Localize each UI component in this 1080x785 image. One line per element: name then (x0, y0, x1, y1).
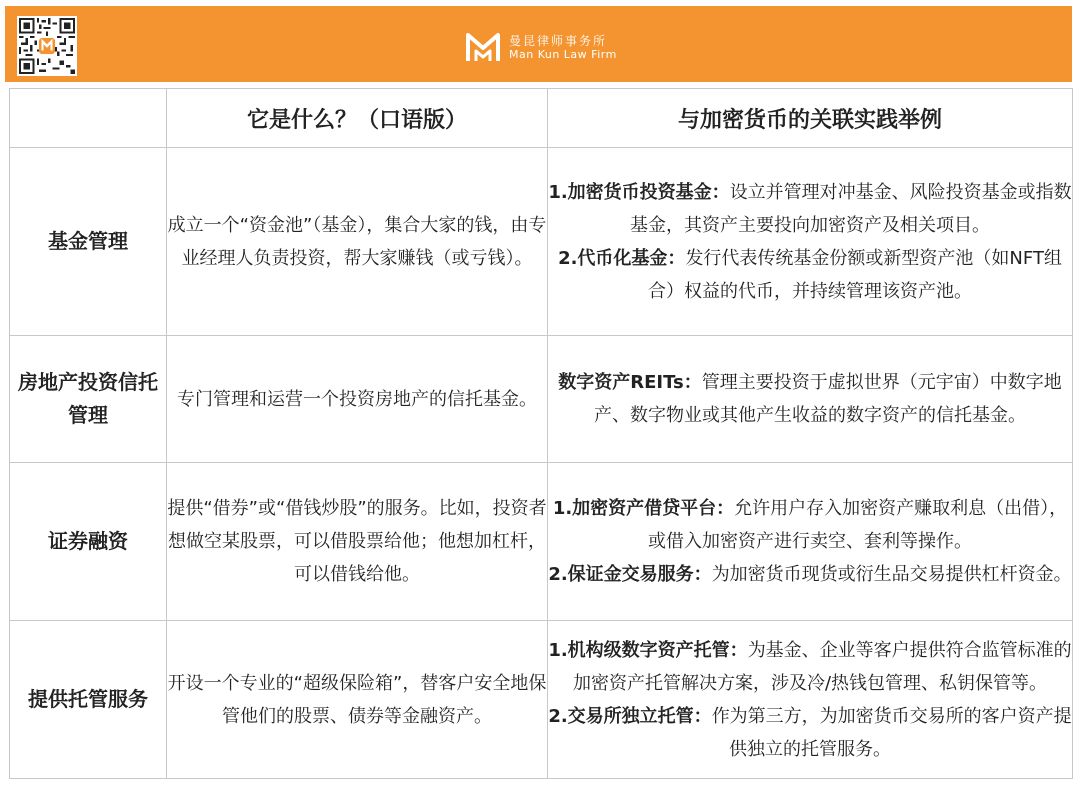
example-text: 为基金、企业等客户提供符合监管标准的加密资产托管解决方案，涉及冷/热钱包管理、私钥保管等。 (572, 639, 1072, 694)
example-item (548, 700, 1072, 766)
example-text: 允许用户存入加密资产赚取利息（出借），或借入加密资产进行卖空、套利等操作。 (648, 498, 1068, 552)
example-item (548, 366, 1072, 432)
example-title: 1.加密货币投资基金： (548, 181, 730, 203)
row-name: 证券融资 (10, 463, 167, 621)
mankun-logo-icon (465, 31, 501, 65)
header-cell-empty (10, 89, 167, 148)
row-description: 开设一个专业的“超级保险箱”，替客户安全地保管他们的股票、债券等金融资产。 (167, 621, 548, 779)
example-text: 设立并管理对冲基金、风险投资基金或指数基金，其资产主要投向加密资产及相关项目。 (630, 181, 1072, 236)
table-row (10, 336, 1073, 463)
example-item (548, 492, 1072, 558)
brand-name-en: Man Kun Law Firm (509, 47, 617, 61)
row-description: 专门管理和运营一个投资房地产的信托基金。 (167, 336, 548, 463)
row-description: 成立一个“资金池”（基金），集合大家的钱，由专业经理人负责投资，帮大家赚钱（或亏钱）。 (167, 148, 548, 336)
example-text: 作为第三方，为加密货币交易所的客户资产提供独立的托管服务。 (711, 705, 1072, 760)
qr-code-icon (17, 16, 77, 76)
row-examples (548, 336, 1073, 463)
row-description: 提供“借券”或“借钱炒股”的服务。比如，投资者想做空某股票，可以借股票给他；他想加杠杆，可以借钱给他。 (167, 463, 548, 621)
example-text: 为加密货币现货或衍生品交易提供杠杆资金。 (711, 564, 1072, 585)
brand-logo (465, 28, 617, 68)
row-name: 提供托管服务 (10, 621, 167, 779)
example-title: 2.保证金交易服务： (548, 564, 712, 585)
table-header-row (10, 89, 1073, 148)
table-row (10, 148, 1073, 336)
header-cell-what-is-it: 它是什么？（口语版） (167, 89, 548, 148)
example-title: 2.代币化基金： (558, 247, 686, 269)
header-bar (5, 6, 1072, 82)
table-row (10, 463, 1073, 621)
example-title: 数字资产REITs： (558, 372, 702, 393)
brand-name-cn: 曼昆律师事务所 (509, 33, 608, 48)
example-item (548, 242, 1072, 308)
example-item (548, 634, 1072, 700)
example-title: 1.机构级数字资产托管： (548, 639, 748, 661)
row-examples (548, 463, 1073, 621)
table-row (10, 621, 1073, 779)
example-item (548, 176, 1072, 242)
row-examples (548, 621, 1073, 779)
example-title: 2.交易所独立托管： (548, 705, 712, 727)
comparison-table (9, 88, 1073, 779)
header-cell-crypto-examples: 与加密货币的关联实践举例 (548, 89, 1073, 148)
row-name: 房地产投资信托管理 (10, 336, 167, 463)
example-text: 管理主要投资于虚拟世界（元宇宙）中数字地产、数字物业或其他产生收益的数字资产的信托基金。 (594, 372, 1062, 426)
example-item (548, 558, 1072, 591)
example-text: 发行代表传统基金份额或新型资产池（如NFT组合）权益的代币，并持续管理该资产池。 (648, 247, 1062, 302)
row-name: 基金管理 (10, 148, 167, 336)
example-title: 1.加密资产借贷平台： (552, 498, 735, 519)
row-examples (548, 148, 1073, 336)
